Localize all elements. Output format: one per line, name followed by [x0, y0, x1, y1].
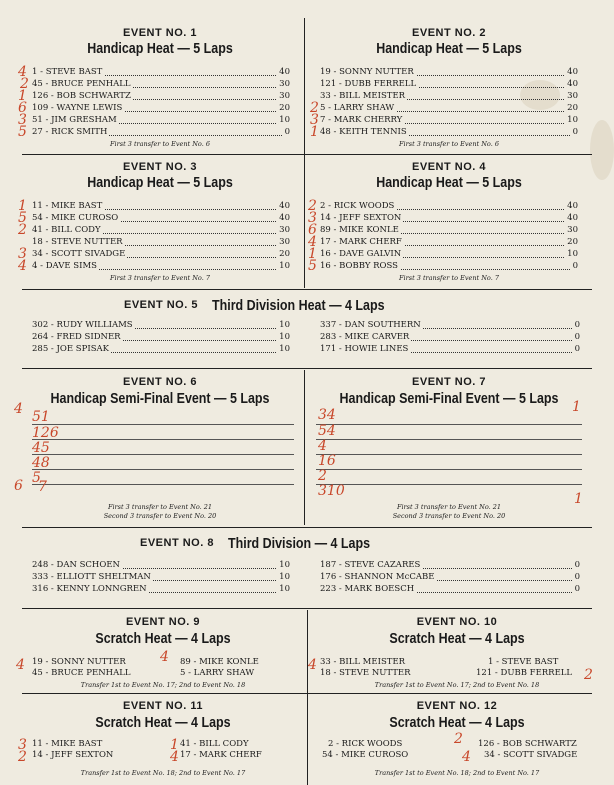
entry-row: 27 - RICK SMITH 0 [32, 127, 290, 137]
transfer-note: First 3 transfer to Event No. 6 [399, 140, 499, 148]
event-12 [312, 696, 602, 784]
blank-line [32, 469, 294, 470]
pencil-mark: 5 [18, 210, 27, 226]
entry-row: 7 - MARK CHERRY 10 [320, 115, 578, 125]
divider-row3 [22, 368, 592, 369]
entry-row: 264 - FRED SIDNER 10 [32, 332, 290, 342]
event-6 [14, 372, 296, 524]
pencil-mark: 2 [18, 222, 27, 238]
event-number: EVENT NO. 1 [123, 27, 197, 39]
event-4 [308, 158, 586, 286]
handwritten-entry: 126 [32, 425, 59, 441]
blank-line [316, 484, 582, 485]
handwritten-entry: 4 [318, 438, 327, 454]
entry-row: 33 - BILL MEISTER 30 [320, 91, 578, 101]
pencil-mark: 1 [310, 124, 319, 140]
event-3 [18, 158, 296, 286]
entry: 45 - BRUCE PENHALL [32, 668, 131, 678]
pencil-mark: 6 [14, 478, 23, 494]
entry: 34 - SCOTT SIVADGE [484, 750, 578, 760]
divider-scratch [307, 610, 308, 785]
entry-row: 18 - STEVE NUTTER 30 [32, 237, 290, 247]
pencil-mark: 5 [308, 258, 317, 274]
event-5 [24, 292, 590, 366]
transfer-note: First 3 transfer to Event No. 7 [110, 274, 210, 282]
entry-row: 248 - DAN SCHOEN 10 [32, 560, 290, 570]
event-title: Handicap Heat — 5 Laps [87, 41, 233, 57]
pencil-mark: 3 [18, 112, 27, 128]
pencil-mark: 3 [18, 737, 27, 753]
pencil-mark: 1 [572, 399, 581, 415]
pencil-mark: 3 [310, 112, 319, 128]
handwritten-entry: 7 [38, 479, 47, 495]
pencil-mark: 4 [308, 657, 317, 673]
entry-row: 17 - MARK CHERF 20 [320, 237, 578, 247]
event-title: Handicap Semi-Final Event — 5 Laps [339, 391, 559, 407]
entry: 89 - MIKE KONLE [180, 657, 259, 667]
entry: 19 - SONNY NUTTER [32, 657, 126, 667]
blank-line [316, 424, 582, 425]
entry-row: 302 - RUDY WILLIAMS 10 [32, 320, 290, 330]
event-11 [18, 696, 302, 784]
entry-row: 121 - DUBB FERRELL 40 [320, 79, 578, 89]
event-number: EVENT NO. 6 [123, 376, 197, 388]
blank-line [316, 469, 582, 470]
entry-row: 41 - BILL CODY 30 [32, 225, 290, 235]
entry-row: 45 - BRUCE PENHALL 30 [32, 79, 290, 89]
handwritten-entry: 48 [32, 455, 50, 471]
blank-line [316, 454, 582, 455]
entry-row: 333 - ELLIOTT SHELTMAN 10 [32, 572, 290, 582]
entry-row: 316 - KENNY LONNGREN 10 [32, 584, 290, 594]
pencil-mark: 2 [308, 198, 317, 214]
transfer-note: Transfer 1st to Event No. 18; 2nd to Event No. 17 [374, 769, 540, 777]
handwritten-entry: 45 [32, 440, 50, 456]
event-number: EVENT NO. 10 [416, 616, 498, 628]
pencil-mark: 6 [308, 222, 317, 238]
entry: 54 - MIKE CUROSO [322, 750, 409, 760]
event-2 [312, 24, 586, 152]
pencil-mark: 2 [18, 749, 27, 765]
event-heading: EVENT NO. 8 Third Division — 4 Laps [140, 536, 371, 552]
pencil-mark: 4 [462, 749, 471, 765]
entry: 121 - DUBB FERRELL [476, 668, 573, 678]
entry: 1 - STEVE BAST [488, 657, 559, 667]
entry-row: 283 - MIKE CARVER 0 [320, 332, 580, 342]
entry-row: 4 - DAVE SIMS 10 [32, 261, 290, 271]
handwritten-entry: 34 [318, 407, 336, 423]
pencil-mark: 4 [18, 258, 27, 274]
transfer-note: Transfer 1st to Event No. 17; 2nd to Event No. 18 [80, 681, 246, 689]
entry-row: 16 - DAVE GALVIN 10 [320, 249, 578, 259]
event-heading: EVENT NO. 5 Third Division Heat — 4 Laps [124, 298, 385, 314]
blank-line [32, 484, 294, 485]
divider-row2 [22, 289, 592, 290]
entry-row: 11 - MIKE BAST 40 [32, 201, 290, 211]
transfer-note: First 3 transfer to Event No. 6 [110, 140, 210, 148]
blank-line [32, 424, 294, 425]
event-title: Scratch Heat — 4 Laps [95, 715, 231, 731]
pencil-mark: 1 [574, 491, 583, 507]
entry: 5 - LARRY SHAW [180, 668, 255, 678]
entry-row: 16 - BOBBY ROSS 0 [320, 261, 578, 271]
event-number: EVENT NO. 2 [412, 27, 486, 39]
pencil-mark: 4 [170, 749, 179, 765]
event-number: EVENT NO. 4 [412, 161, 486, 173]
blank-line [316, 439, 582, 440]
event-title: Handicap Heat — 5 Laps [376, 175, 522, 191]
event-number: EVENT NO. 7 [412, 376, 486, 388]
pencil-mark: 1 [18, 88, 27, 104]
event-title: Scratch Heat — 4 Laps [389, 631, 525, 647]
entry-row: 109 - WAYNE LEWIS 20 [32, 103, 290, 113]
entry: 2 - RICK WOODS [328, 739, 403, 749]
entry-row: 337 - DAN SOUTHERN 0 [320, 320, 580, 330]
pencil-mark: 4 [16, 657, 25, 673]
transfer-note: First 3 transfer to Event No. 21 [107, 503, 213, 511]
pencil-mark: 1 [18, 198, 27, 214]
entry: 18 - STEVE NUTTER [320, 668, 411, 678]
entry-row: 126 - BOB SCHWARTZ 30 [32, 91, 290, 101]
transfer-note: Transfer 1st to Event No. 17; 2nd to Event No. 18 [374, 681, 540, 689]
handwritten-entry: 310 [318, 483, 345, 499]
pencil-mark: 1 [170, 737, 179, 753]
pencil-mark: 4 [18, 64, 27, 80]
handwritten-entry: 5 [32, 470, 41, 486]
transfer-note: Transfer 1st to Event No. 18; 2nd to Event No. 17 [80, 769, 246, 777]
entry-row: 34 - SCOTT SIVADGE 20 [32, 249, 290, 259]
event-number: EVENT NO. 11 [123, 700, 203, 712]
transfer-note: Second 3 transfer to Event No. 20 [103, 512, 217, 520]
handwritten-entry: 2 [318, 468, 327, 484]
pencil-mark: 2 [310, 100, 319, 116]
handwritten-entry: 16 [318, 453, 336, 469]
divider-row1 [22, 154, 592, 155]
entry-row: 48 - KEITH TENNIS 0 [320, 127, 578, 137]
transfer-note: Second 3 transfer to Event No. 20 [392, 512, 506, 520]
pencil-mark: 4 [14, 401, 23, 417]
entry-row: 176 - SHANNON McCABE 0 [320, 572, 580, 582]
event-title: Scratch Heat — 4 Laps [95, 631, 231, 647]
entry-row: 171 - HOWIE LINES 0 [320, 344, 580, 354]
event-number: EVENT NO. 3 [123, 161, 197, 173]
event-number: EVENT NO. 12 [416, 700, 498, 712]
entry-row: 285 - JOE SPISAK 10 [32, 344, 290, 354]
divider-row5 [22, 608, 592, 609]
entry: 11 - MIKE BAST [32, 739, 103, 749]
transfer-note: First 3 transfer to Event No. 7 [399, 274, 499, 282]
pencil-mark: 1 [308, 246, 317, 262]
handwritten-entry: 54 [318, 423, 336, 439]
entry-row: 54 - MIKE CUROSO 40 [32, 213, 290, 223]
event-1 [18, 24, 296, 152]
event-9 [16, 612, 302, 692]
pencil-mark: 5 [18, 124, 27, 140]
entry: 17 - MARK CHERF [180, 750, 262, 760]
entry: 126 - BOB SCHWARTZ [478, 739, 577, 749]
event-7 [312, 372, 586, 524]
divider-top [304, 18, 305, 288]
transfer-note: First 3 transfer to Event No. 21 [396, 503, 502, 511]
entry-row: 2 - RICK WOODS 40 [320, 201, 578, 211]
entry-row: 223 - MARK BOESCH 0 [320, 584, 580, 594]
entry: 14 - JEFF SEXTON [32, 750, 114, 760]
event-8 [24, 530, 590, 606]
pencil-mark: 2 [584, 667, 593, 683]
blank-line [32, 439, 294, 440]
divider-row6 [22, 693, 592, 694]
blank-line [32, 454, 294, 455]
entry: 41 - BILL CODY [180, 739, 249, 749]
pencil-mark: 4 [308, 234, 317, 250]
entry-row: 14 - JEFF SEXTON 40 [320, 213, 578, 223]
event-number: EVENT NO. 9 [126, 616, 200, 628]
event-10 [308, 612, 602, 692]
entry-row: 187 - STEVE CAZARES 0 [320, 560, 580, 570]
event-title: Handicap Heat — 5 Laps [376, 41, 522, 57]
entry: 33 - BILL MEISTER [320, 657, 406, 667]
event-title: Handicap Heat — 5 Laps [87, 175, 233, 191]
pencil-mark: 3 [308, 210, 317, 226]
event-title: Handicap Semi-Final Event — 5 Laps [50, 391, 270, 407]
pencil-mark: 3 [18, 246, 27, 262]
entry-row: 19 - SONNY NUTTER 40 [320, 67, 578, 77]
entry-row: 89 - MIKE KONLE 30 [320, 225, 578, 235]
pencil-mark: 6 [18, 100, 27, 116]
divider-semis [304, 370, 305, 525]
entry-row: 5 - LARRY SHAW 20 [320, 103, 578, 113]
event-title: Scratch Heat — 4 Laps [389, 715, 525, 731]
entry-row: 51 - JIM GRESHAM 10 [32, 115, 290, 125]
pencil-mark: 2 [20, 76, 29, 92]
handwritten-entry: 51 [32, 409, 50, 425]
divider-row4 [22, 527, 592, 528]
pencil-mark: 4 [160, 649, 169, 665]
pencil-mark: 2 [454, 731, 463, 747]
entry-row: 1 - STEVE BAST 40 [32, 67, 290, 77]
